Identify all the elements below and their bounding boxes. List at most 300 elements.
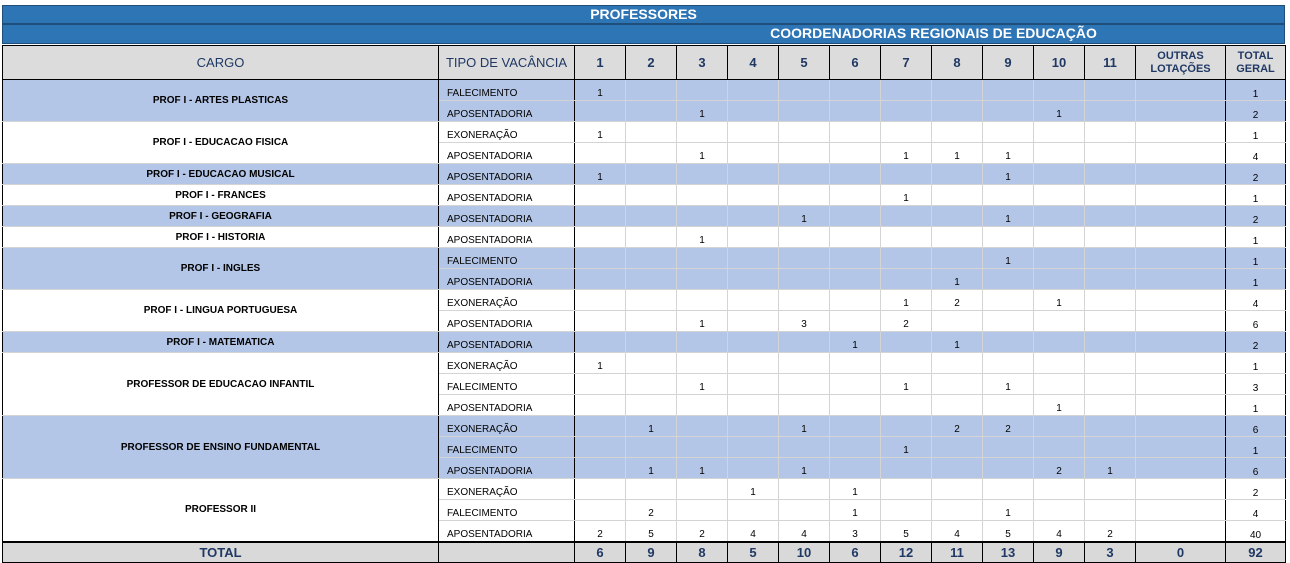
value-cell[interactable] (932, 206, 983, 227)
value-cell[interactable]: 1 (677, 143, 728, 164)
value-cell[interactable] (575, 416, 626, 437)
tipo-cell[interactable]: APOSENTADORIA (439, 185, 575, 206)
value-cell[interactable] (932, 122, 983, 143)
tipo-cell[interactable]: APOSENTADORIA (439, 458, 575, 479)
value-cell[interactable] (881, 206, 932, 227)
value-cell[interactable] (779, 185, 830, 206)
value-cell[interactable] (881, 269, 932, 290)
value-cell[interactable]: 1 (575, 80, 626, 101)
value-cell[interactable] (830, 206, 881, 227)
value-cell[interactable] (728, 353, 779, 374)
value-cell[interactable] (575, 143, 626, 164)
value-cell[interactable] (626, 80, 677, 101)
value-cell[interactable]: 1 (677, 227, 728, 248)
value-cell[interactable] (728, 332, 779, 353)
value-cell[interactable] (1085, 353, 1136, 374)
cargo-cell[interactable]: PROF I - FRANCES (3, 185, 439, 206)
value-cell[interactable] (728, 311, 779, 332)
value-cell[interactable]: 3 (779, 311, 830, 332)
outras-cell[interactable] (1136, 206, 1226, 227)
value-cell[interactable] (830, 437, 881, 458)
value-cell[interactable] (932, 248, 983, 269)
value-cell[interactable] (1085, 143, 1136, 164)
value-cell[interactable] (575, 395, 626, 416)
value-cell[interactable] (830, 248, 881, 269)
value-cell[interactable] (983, 353, 1034, 374)
cargo-cell[interactable]: PROF I - LINGUA PORTUGUESA (3, 290, 439, 332)
tipo-cell[interactable]: FALECIMENTO (439, 80, 575, 101)
value-cell[interactable] (626, 332, 677, 353)
value-cell[interactable]: 1 (983, 143, 1034, 164)
cargo-cell[interactable]: PROF I - ARTES PLASTICAS (3, 80, 439, 122)
value-cell[interactable] (830, 353, 881, 374)
value-cell[interactable] (1034, 269, 1085, 290)
value-cell[interactable]: 4 (1034, 521, 1085, 542)
value-cell[interactable] (728, 122, 779, 143)
value-cell[interactable] (1085, 311, 1136, 332)
value-cell[interactable] (1085, 248, 1136, 269)
row-total-cell[interactable]: 1 (1226, 437, 1286, 458)
grand-total-cell[interactable]: 92 (1226, 542, 1286, 563)
value-cell[interactable] (626, 164, 677, 185)
tipo-cell[interactable]: EXONERAÇÃO (439, 416, 575, 437)
value-cell[interactable] (626, 143, 677, 164)
value-cell[interactable] (830, 143, 881, 164)
value-cell[interactable] (728, 437, 779, 458)
value-cell[interactable] (1085, 122, 1136, 143)
value-cell[interactable] (728, 164, 779, 185)
value-cell[interactable] (1034, 437, 1085, 458)
value-cell[interactable] (779, 227, 830, 248)
value-cell[interactable]: 1 (728, 479, 779, 500)
row-total-cell[interactable]: 6 (1226, 458, 1286, 479)
tipo-cell[interactable]: APOSENTADORIA (439, 206, 575, 227)
value-cell[interactable] (575, 374, 626, 395)
value-cell[interactable] (881, 395, 932, 416)
value-cell[interactable] (728, 458, 779, 479)
value-cell[interactable] (983, 185, 1034, 206)
value-cell[interactable] (677, 185, 728, 206)
value-cell[interactable] (983, 227, 1034, 248)
cargo-cell[interactable]: PROFESSOR DE EDUCACAO INFANTIL (3, 353, 439, 416)
value-cell[interactable] (830, 311, 881, 332)
value-cell[interactable] (830, 185, 881, 206)
value-cell[interactable] (983, 101, 1034, 122)
value-cell[interactable] (779, 143, 830, 164)
value-cell[interactable]: 1 (677, 311, 728, 332)
value-cell[interactable] (1085, 395, 1136, 416)
value-cell[interactable] (830, 395, 881, 416)
value-cell[interactable] (932, 500, 983, 521)
outras-cell[interactable] (1136, 248, 1226, 269)
value-cell[interactable]: 1 (677, 374, 728, 395)
value-cell[interactable] (1034, 416, 1085, 437)
value-cell[interactable]: 1 (881, 185, 932, 206)
value-cell[interactable] (677, 479, 728, 500)
value-cell[interactable] (983, 311, 1034, 332)
column-total-cell[interactable]: 6 (830, 542, 881, 563)
value-cell[interactable] (881, 248, 932, 269)
value-cell[interactable] (575, 479, 626, 500)
value-cell[interactable] (983, 290, 1034, 311)
outras-cell[interactable] (1136, 80, 1226, 101)
value-cell[interactable] (575, 290, 626, 311)
row-total-cell[interactable]: 1 (1226, 227, 1286, 248)
value-cell[interactable] (626, 185, 677, 206)
value-cell[interactable] (1085, 185, 1136, 206)
value-cell[interactable] (1034, 122, 1085, 143)
value-cell[interactable] (575, 458, 626, 479)
outras-cell[interactable] (1136, 227, 1226, 248)
outras-cell[interactable] (1136, 269, 1226, 290)
column-total-cell[interactable]: 5 (728, 542, 779, 563)
tipo-cell[interactable]: FALECIMENTO (439, 374, 575, 395)
value-cell[interactable] (983, 437, 1034, 458)
tipo-cell[interactable]: APOSENTADORIA (439, 395, 575, 416)
value-cell[interactable] (728, 374, 779, 395)
value-cell[interactable] (932, 101, 983, 122)
value-cell[interactable] (575, 332, 626, 353)
value-cell[interactable] (626, 248, 677, 269)
value-cell[interactable] (779, 122, 830, 143)
value-cell[interactable] (983, 332, 1034, 353)
tipo-cell[interactable]: APOSENTADORIA (439, 143, 575, 164)
value-cell[interactable] (677, 80, 728, 101)
value-cell[interactable] (575, 500, 626, 521)
value-cell[interactable]: 2 (932, 416, 983, 437)
tipo-cell[interactable]: EXONERAÇÃO (439, 290, 575, 311)
value-cell[interactable] (779, 395, 830, 416)
outras-cell[interactable] (1136, 164, 1226, 185)
value-cell[interactable] (1085, 101, 1136, 122)
value-cell[interactable] (830, 269, 881, 290)
cargo-cell[interactable]: PROFESSOR DE ENSINO FUNDAMENTAL (3, 416, 439, 479)
cargo-cell[interactable]: PROF I - EDUCACAO MUSICAL (3, 164, 439, 185)
value-cell[interactable] (728, 248, 779, 269)
value-cell[interactable] (1034, 374, 1085, 395)
cargo-cell[interactable]: PROF I - GEOGRAFIA (3, 206, 439, 227)
value-cell[interactable] (626, 353, 677, 374)
value-cell[interactable]: 2 (1085, 521, 1136, 542)
value-cell[interactable]: 1 (932, 332, 983, 353)
value-cell[interactable] (779, 164, 830, 185)
value-cell[interactable]: 1 (830, 332, 881, 353)
value-cell[interactable] (881, 416, 932, 437)
value-cell[interactable] (881, 353, 932, 374)
value-cell[interactable]: 1 (575, 122, 626, 143)
value-cell[interactable] (1085, 164, 1136, 185)
column-total-cell[interactable]: 10 (779, 542, 830, 563)
value-cell[interactable]: 1 (779, 416, 830, 437)
value-cell[interactable] (1034, 353, 1085, 374)
value-cell[interactable]: 1 (779, 206, 830, 227)
value-cell[interactable] (932, 458, 983, 479)
row-total-cell[interactable]: 6 (1226, 416, 1286, 437)
column-total-cell[interactable]: 3 (1085, 542, 1136, 563)
cargo-cell[interactable]: PROF I - EDUCACAO FISICA (3, 122, 439, 164)
value-cell[interactable]: 2 (677, 521, 728, 542)
value-cell[interactable]: 1 (830, 500, 881, 521)
value-cell[interactable] (881, 332, 932, 353)
value-cell[interactable]: 1 (1085, 458, 1136, 479)
value-cell[interactable] (779, 80, 830, 101)
value-cell[interactable] (1034, 185, 1085, 206)
row-total-cell[interactable]: 1 (1226, 353, 1286, 374)
outras-cell[interactable] (1136, 479, 1226, 500)
value-cell[interactable]: 4 (728, 521, 779, 542)
row-total-cell[interactable]: 1 (1226, 185, 1286, 206)
value-cell[interactable]: 1 (983, 164, 1034, 185)
value-cell[interactable] (932, 395, 983, 416)
value-cell[interactable]: 2 (983, 416, 1034, 437)
value-cell[interactable]: 2 (575, 521, 626, 542)
value-cell[interactable] (626, 269, 677, 290)
value-cell[interactable] (779, 500, 830, 521)
outras-total-cell[interactable]: 0 (1136, 542, 1226, 563)
value-cell[interactable]: 1 (881, 290, 932, 311)
cargo-cell[interactable]: PROF I - HISTORIA (3, 227, 439, 248)
row-total-cell[interactable]: 6 (1226, 311, 1286, 332)
value-cell[interactable] (830, 290, 881, 311)
outras-cell[interactable] (1136, 185, 1226, 206)
row-total-cell[interactable]: 2 (1226, 332, 1286, 353)
outras-cell[interactable] (1136, 521, 1226, 542)
value-cell[interactable] (1085, 437, 1136, 458)
tipo-cell[interactable]: APOSENTADORIA (439, 332, 575, 353)
value-cell[interactable]: 1 (983, 500, 1034, 521)
value-cell[interactable] (728, 143, 779, 164)
tipo-cell[interactable]: EXONERAÇÃO (439, 122, 575, 143)
value-cell[interactable] (728, 416, 779, 437)
column-total-cell[interactable]: 13 (983, 542, 1034, 563)
value-cell[interactable]: 2 (626, 500, 677, 521)
value-cell[interactable] (932, 353, 983, 374)
value-cell[interactable] (830, 374, 881, 395)
value-cell[interactable] (575, 206, 626, 227)
row-total-cell[interactable]: 2 (1226, 101, 1286, 122)
value-cell[interactable] (626, 311, 677, 332)
value-cell[interactable] (1034, 227, 1085, 248)
value-cell[interactable] (677, 353, 728, 374)
value-cell[interactable] (1034, 500, 1085, 521)
value-cell[interactable]: 5 (626, 521, 677, 542)
value-cell[interactable] (881, 458, 932, 479)
value-cell[interactable] (983, 395, 1034, 416)
tipo-cell[interactable]: FALECIMENTO (439, 437, 575, 458)
value-cell[interactable] (1034, 311, 1085, 332)
value-cell[interactable]: 1 (983, 248, 1034, 269)
value-cell[interactable] (881, 500, 932, 521)
value-cell[interactable] (626, 395, 677, 416)
value-cell[interactable]: 2 (1034, 458, 1085, 479)
value-cell[interactable] (932, 479, 983, 500)
value-cell[interactable] (1085, 500, 1136, 521)
value-cell[interactable] (779, 101, 830, 122)
value-cell[interactable] (1085, 206, 1136, 227)
row-total-cell[interactable]: 1 (1226, 269, 1286, 290)
value-cell[interactable] (1085, 80, 1136, 101)
value-cell[interactable]: 1 (677, 458, 728, 479)
value-cell[interactable] (830, 416, 881, 437)
value-cell[interactable] (728, 290, 779, 311)
tipo-cell[interactable]: FALECIMENTO (439, 500, 575, 521)
value-cell[interactable] (1085, 227, 1136, 248)
value-cell[interactable] (677, 164, 728, 185)
value-cell[interactable] (881, 227, 932, 248)
value-cell[interactable]: 1 (626, 416, 677, 437)
value-cell[interactable] (575, 227, 626, 248)
row-total-cell[interactable]: 2 (1226, 479, 1286, 500)
value-cell[interactable] (728, 395, 779, 416)
cargo-cell[interactable]: PROF I - INGLES (3, 248, 439, 290)
value-cell[interactable] (830, 227, 881, 248)
value-cell[interactable]: 1 (1034, 395, 1085, 416)
column-total-cell[interactable]: 9 (626, 542, 677, 563)
row-total-cell[interactable]: 2 (1226, 206, 1286, 227)
value-cell[interactable] (575, 101, 626, 122)
tipo-cell[interactable]: APOSENTADORIA (439, 164, 575, 185)
value-cell[interactable] (728, 206, 779, 227)
tipo-cell[interactable]: APOSENTADORIA (439, 101, 575, 122)
column-total-cell[interactable]: 11 (932, 542, 983, 563)
row-total-cell[interactable]: 1 (1226, 80, 1286, 101)
outras-cell[interactable] (1136, 374, 1226, 395)
value-cell[interactable] (932, 80, 983, 101)
tipo-cell[interactable]: APOSENTADORIA (439, 311, 575, 332)
value-cell[interactable] (728, 269, 779, 290)
outras-cell[interactable] (1136, 395, 1226, 416)
outras-cell[interactable] (1136, 101, 1226, 122)
outras-cell[interactable] (1136, 143, 1226, 164)
value-cell[interactable] (1034, 206, 1085, 227)
value-cell[interactable] (983, 122, 1034, 143)
value-cell[interactable] (1034, 248, 1085, 269)
value-cell[interactable]: 2 (881, 311, 932, 332)
tipo-cell[interactable]: APOSENTADORIA (439, 521, 575, 542)
value-cell[interactable] (575, 185, 626, 206)
value-cell[interactable] (728, 227, 779, 248)
value-cell[interactable] (1034, 80, 1085, 101)
value-cell[interactable] (830, 458, 881, 479)
outras-cell[interactable] (1136, 311, 1226, 332)
cargo-cell[interactable]: PROFESSOR II (3, 479, 439, 542)
value-cell[interactable] (575, 269, 626, 290)
value-cell[interactable]: 1 (1034, 101, 1085, 122)
value-cell[interactable] (728, 185, 779, 206)
value-cell[interactable]: 1 (881, 143, 932, 164)
value-cell[interactable] (1034, 332, 1085, 353)
tipo-cell[interactable]: APOSENTADORIA (439, 269, 575, 290)
value-cell[interactable] (626, 290, 677, 311)
value-cell[interactable] (626, 374, 677, 395)
value-cell[interactable] (881, 164, 932, 185)
value-cell[interactable] (677, 122, 728, 143)
value-cell[interactable] (830, 101, 881, 122)
value-cell[interactable] (575, 437, 626, 458)
value-cell[interactable] (728, 80, 779, 101)
value-cell[interactable] (1085, 416, 1136, 437)
value-cell[interactable] (677, 500, 728, 521)
value-cell[interactable] (779, 437, 830, 458)
value-cell[interactable] (779, 332, 830, 353)
value-cell[interactable] (983, 269, 1034, 290)
value-cell[interactable] (1085, 269, 1136, 290)
value-cell[interactable] (881, 122, 932, 143)
row-total-cell[interactable]: 1 (1226, 122, 1286, 143)
row-total-cell[interactable]: 4 (1226, 143, 1286, 164)
value-cell[interactable] (677, 416, 728, 437)
value-cell[interactable]: 4 (932, 521, 983, 542)
outras-cell[interactable] (1136, 437, 1226, 458)
outras-cell[interactable] (1136, 500, 1226, 521)
value-cell[interactable]: 4 (779, 521, 830, 542)
outras-cell[interactable] (1136, 458, 1226, 479)
value-cell[interactable] (575, 248, 626, 269)
value-cell[interactable] (779, 479, 830, 500)
value-cell[interactable]: 1 (932, 269, 983, 290)
value-cell[interactable] (932, 227, 983, 248)
value-cell[interactable] (1034, 143, 1085, 164)
value-cell[interactable] (626, 122, 677, 143)
value-cell[interactable]: 1 (881, 374, 932, 395)
value-cell[interactable] (881, 479, 932, 500)
value-cell[interactable]: 1 (932, 143, 983, 164)
value-cell[interactable]: 1 (575, 353, 626, 374)
value-cell[interactable] (677, 206, 728, 227)
outras-cell[interactable] (1136, 353, 1226, 374)
row-total-cell[interactable]: 4 (1226, 290, 1286, 311)
row-total-cell[interactable]: 3 (1226, 374, 1286, 395)
value-cell[interactable] (779, 353, 830, 374)
value-cell[interactable] (677, 248, 728, 269)
value-cell[interactable]: 1 (983, 374, 1034, 395)
value-cell[interactable] (779, 248, 830, 269)
value-cell[interactable]: 1 (881, 437, 932, 458)
value-cell[interactable] (932, 374, 983, 395)
value-cell[interactable] (1085, 479, 1136, 500)
value-cell[interactable] (983, 80, 1034, 101)
value-cell[interactable] (830, 80, 881, 101)
row-total-cell[interactable]: 1 (1226, 395, 1286, 416)
value-cell[interactable] (881, 101, 932, 122)
value-cell[interactable]: 1 (830, 479, 881, 500)
value-cell[interactable]: 1 (626, 458, 677, 479)
value-cell[interactable]: 1 (983, 206, 1034, 227)
value-cell[interactable]: 3 (830, 521, 881, 542)
value-cell[interactable] (626, 101, 677, 122)
value-cell[interactable]: 1 (779, 458, 830, 479)
outras-cell[interactable] (1136, 122, 1226, 143)
value-cell[interactable]: 2 (932, 290, 983, 311)
value-cell[interactable] (677, 395, 728, 416)
tipo-cell[interactable]: APOSENTADORIA (439, 227, 575, 248)
column-total-cell[interactable]: 6 (575, 542, 626, 563)
value-cell[interactable] (830, 122, 881, 143)
value-cell[interactable]: 5 (983, 521, 1034, 542)
value-cell[interactable] (932, 164, 983, 185)
value-cell[interactable]: 1 (677, 101, 728, 122)
cargo-cell[interactable]: PROF I - MATEMATICA (3, 332, 439, 353)
value-cell[interactable] (677, 437, 728, 458)
value-cell[interactable] (932, 311, 983, 332)
row-total-cell[interactable]: 2 (1226, 164, 1286, 185)
value-cell[interactable] (677, 290, 728, 311)
value-cell[interactable]: 1 (1034, 290, 1085, 311)
value-cell[interactable] (983, 479, 1034, 500)
outras-cell[interactable] (1136, 290, 1226, 311)
outras-cell[interactable] (1136, 416, 1226, 437)
value-cell[interactable] (728, 101, 779, 122)
